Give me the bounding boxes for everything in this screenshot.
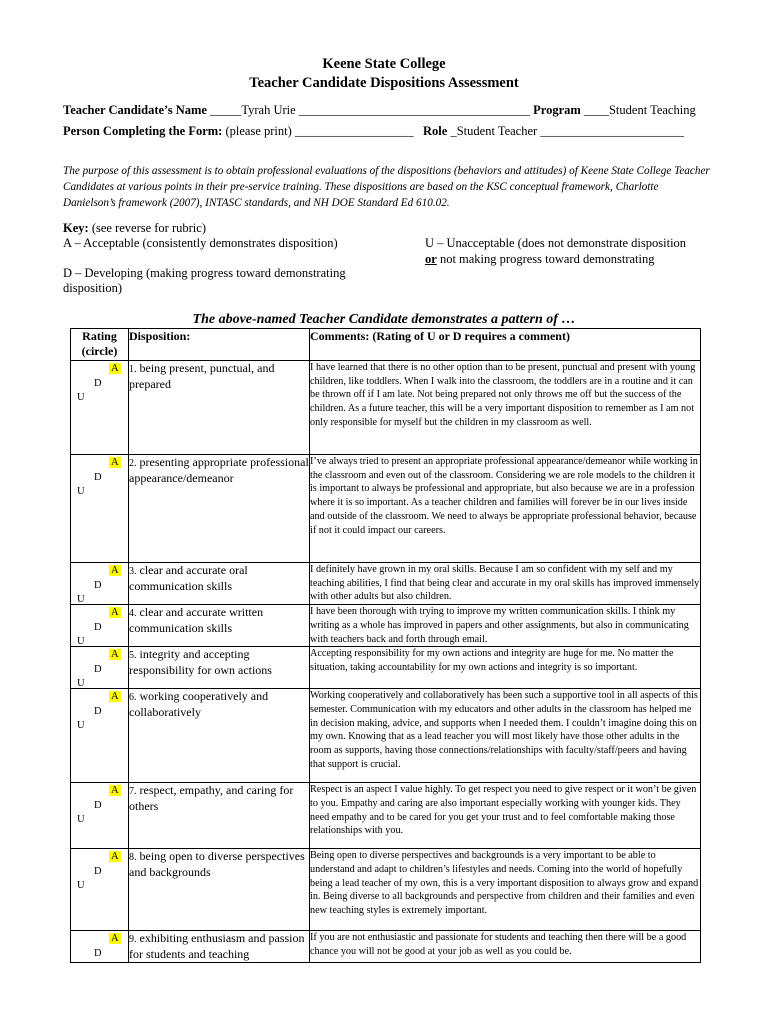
comments-header: Comments: (Rating of U or D requires a comment) (310, 329, 701, 361)
rating-cell (71, 849, 129, 931)
rating-a[interactable]: A (111, 565, 119, 576)
table-header-row (71, 329, 701, 361)
table-row (71, 647, 701, 689)
rating-d[interactable]: D (94, 664, 102, 676)
person-line (63, 124, 684, 139)
row-number: 4. (129, 608, 137, 620)
comment-cell: Working cooperatively and collaboratively has been such a supportive tool in all aspects of this semester. Communication with my educators and other adults in the classroom has helped me in decision making, advice, and supports when I needed them. I couldn’t imagine doing this on my own. Knowing that as a lead teacher you will most likely have those other adults in the room as supports, having those connections/relationships with faculty/staff/peers and having that support is crucial. (310, 689, 701, 783)
disposition-cell (129, 849, 310, 931)
disposition-cell (129, 455, 310, 563)
disposition-cell (129, 783, 310, 849)
rating-d[interactable]: D (94, 706, 102, 718)
rating-u[interactable]: U (77, 678, 85, 690)
row-number: 3. (129, 566, 137, 577)
key-unacceptable: U – Unacceptable (does not demonstrate disposition (425, 236, 687, 250)
disposition-text: working cooperatively and collaboratively (129, 689, 269, 720)
rating-u[interactable]: U (77, 814, 85, 826)
disposition-cell (129, 931, 310, 963)
rating-u[interactable]: U (77, 720, 85, 732)
row-number: 9. (129, 934, 137, 946)
key-unacceptable-cont (425, 252, 654, 267)
row-number: 1. (129, 364, 137, 375)
table-row (71, 689, 701, 783)
person-label: Person Completing the Form: (63, 124, 223, 138)
table-row (71, 361, 701, 455)
disposition-cell (129, 647, 310, 689)
rating-u[interactable]: U (77, 636, 85, 648)
rating-a[interactable]: A (111, 363, 119, 374)
form-title: Teacher Candidate Dispositions Assessment (249, 75, 519, 91)
rating-u[interactable]: U (77, 392, 85, 403)
disposition-text: presenting appropriate professional appearance/demeanor (129, 455, 309, 485)
key-note: (see reverse for rubric) (91, 221, 206, 235)
rating-header: Rating (circle) (71, 329, 129, 361)
role-value: _Student Teacher _______________________ (450, 124, 685, 138)
rating-u[interactable]: U (77, 880, 85, 892)
rating-a[interactable]: A (111, 607, 119, 619)
purpose-paragraph: The purpose of this assessment is to obtain professional evaluations of the dispositions (behaviors and attitudes) of Keene State College Teacher Candidates at various points in their pre-service training. These dispositions are based on the KSC conceptual framework, Charlotte Danielson’s framework (2007), INTASC standards, and NH DOE Standard Ed 610.02. (63, 165, 710, 209)
row-number: 2. (129, 458, 137, 469)
disposition-header: Disposition: (129, 329, 310, 361)
table-row (71, 931, 701, 963)
candidate-value: _____Tyrah Urie _____________________________________ (210, 103, 531, 117)
disposition-cell (129, 605, 310, 647)
rating-d[interactable]: D (94, 472, 102, 483)
row-number: 6. (129, 692, 137, 704)
rating-a[interactable]: A (111, 851, 119, 863)
disposition-cell (129, 361, 310, 455)
key-line (63, 221, 206, 236)
disposition-cell (129, 563, 310, 605)
key-or: or (425, 252, 437, 266)
rating-u[interactable]: U (77, 486, 85, 497)
key-unacceptable-rest: not making progress toward demonstrating (436, 252, 655, 266)
disposition-text: respect, empathy, and caring for others (129, 783, 294, 814)
key-acceptable: A – Acceptable (consistently demonstrates disposition) (63, 236, 338, 250)
rating-a[interactable]: A (111, 649, 119, 661)
rating-d[interactable]: D (94, 622, 102, 634)
comment-cell: If you are not enthusiastic and passionate for students and teaching then there will be a good chance you will not be good at your job as well as you could be. (310, 931, 701, 963)
comment-cell: Accepting responsibility for my own actions and integrity are huge for me. No matter the situation, taking accountability for my own actions and integrity is so important. (310, 647, 701, 689)
disposition-text: clear and accurate oral communication skills (129, 563, 248, 593)
disposition-text: exhibiting enthusiasm and passion for students and teaching (129, 931, 305, 962)
disposition-cell (129, 689, 310, 783)
key-developing: D – Developing (making progress toward demonstrating disposition) (63, 266, 346, 295)
candidate-line (63, 103, 696, 118)
key-label: Key: (63, 221, 89, 235)
rating-cell (71, 361, 129, 455)
disposition-text: being present, punctual, and prepared (129, 361, 275, 391)
comment-cell: Respect is an aspect I value highly. To get respect you need to give respect or it won’t be given to you. Empathy and caring are also important especially working with younger kids. They need empathy and to be cared for you get your trust and to feel comfortable making those relationships with you. (310, 783, 701, 849)
table-row (71, 605, 701, 647)
table-heading: The above-named Teacher Candidate demonstrates a pattern of … (192, 312, 576, 327)
rating-u[interactable]: U (77, 594, 85, 605)
rating-d[interactable]: D (94, 800, 102, 812)
candidate-label: Teacher Candidate’s Name (63, 103, 207, 117)
disposition-text: clear and accurate written communication skills (129, 605, 264, 636)
table-row (71, 849, 701, 931)
comment-cell: Being open to diverse perspectives and backgrounds is a very important to be able to understand and adapt to children’s lifestyles and needs. Coming into the world of hopefully being a lead teacher of my own, this is a very important disposition to always grow and expand in. Being diverse to all backgrounds and perspective from children and their families and even new teaching styles is extremely important. (310, 849, 701, 931)
rating-a[interactable]: A (111, 933, 119, 945)
table-row (71, 563, 701, 605)
rating-a[interactable]: A (111, 691, 119, 703)
program-value: ____Student Teaching (583, 103, 696, 117)
role-label: Role (423, 124, 448, 138)
rating-cell (71, 689, 129, 783)
table-row (71, 455, 701, 563)
college-name: Keene State College (322, 56, 446, 72)
rating-d[interactable]: D (94, 580, 102, 591)
rating-cell (71, 605, 129, 647)
rating-cell (71, 931, 129, 963)
rating-cell (71, 563, 129, 605)
rating-d[interactable]: D (94, 866, 102, 878)
rating-a[interactable]: A (111, 785, 119, 797)
comment-cell: I definitely have grown in my oral skills. Because I am so confident with my self and my teaching abilities, I find that being clear and accurate in my oral skills has improved immensely with other adults but also children. (310, 563, 701, 605)
rating-d[interactable]: D (94, 948, 102, 960)
row-number: 8. (129, 852, 137, 864)
rating-cell (71, 455, 129, 563)
table-row (71, 783, 701, 849)
disposition-text: integrity and accepting responsibility for own actions (129, 647, 272, 678)
disposition-text: being open to diverse perspectives and backgrounds (129, 849, 305, 880)
person-value: (please print) ___________________ (225, 124, 414, 138)
comment-cell: I have been thorough with trying to improve my written communication skills. I think my writing as a whole has improved in papers and other assignments, but also in communicating with teachers back and forth through email. (310, 605, 701, 647)
rating-cell (71, 647, 129, 689)
comment-cell: I’ve always tried to present an appropriate professional appearance/demeanor while working in the classroom and even out of the classroom. Considering we are role models to the children it is important to always be professional and appropriate, but also because we are in a profession where it is so important. As a teacher children and families will forever be in our lives inside and outside of the classroom. We need to always be appropriate professional behavior, because if not it could impact our careers. (310, 455, 701, 563)
program-label: Program (533, 103, 581, 117)
rating-a[interactable]: A (111, 457, 119, 468)
rating-cell (71, 783, 129, 849)
comment-cell: I have learned that there is no other option than to be present, punctual and present with young children, like toddlers. When I walk into the classroom, the toddlers are in a routine and it can be thrown off if I am late. Not being prepared not only throws me off but the success of the children. As a future teacher, this will be a very important disposition to remember as I am not only responsible for myself but the children in my classroom as well. (310, 361, 701, 455)
row-number: 5. (129, 650, 137, 662)
rating-d[interactable]: D (94, 378, 102, 389)
dispositions-table (70, 328, 701, 963)
row-number: 7. (129, 786, 137, 798)
